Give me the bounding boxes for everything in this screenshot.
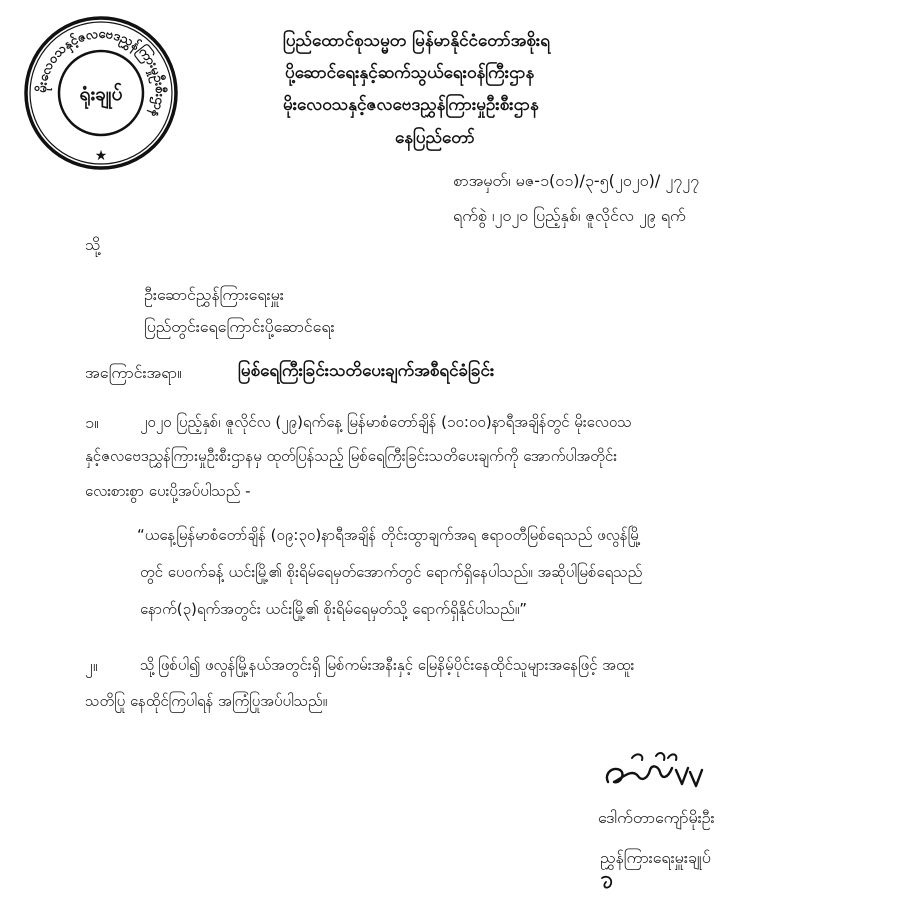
paragraph-2-line-1: သို့ဖြစ်ပါ၍ ဖလွန်မြို့နယ်အတွင်းရှိ မြစ်ကမ်းအနီးနှင့် မြေနိမ့်ပိုင်းနေထိုင်သူများအနေဖြင့် အထူး <box>140 656 635 674</box>
recipient-to: သို့ <box>85 235 101 254</box>
quote-line-3: နောက်(၃)ရက်အတွင်း ယင်းမြို့၏ စိုးရိမ်ရေမှတ်သို့ ရောက်ရှိနိုင်ပါသည်။” <box>140 600 528 618</box>
recipient-title: ဦးဆောင်ညွှန်ကြားရေးမှူး <box>144 285 284 304</box>
header-city: နေပြည်တော် <box>395 128 475 148</box>
seal-star-icon: ★ <box>94 148 108 164</box>
paragraph-1-line-3: လေးစားစွာ ပေးပို့အပ်ပါသည် - <box>85 482 251 500</box>
subject-label: အကြောင်းအရာ။ <box>85 363 182 382</box>
header-government: ပြည်ထောင်စုသမ္မတ မြန်မာနိုင်ငံတော်အစိုးရ <box>283 31 550 51</box>
subject-text: မြစ်ရေကြီးခြင်းသတိပေးချက်အစီရင်ခံခြင်း <box>238 361 495 381</box>
paragraph-2-number: ၂။ <box>85 656 98 675</box>
handwritten-signature <box>602 748 712 794</box>
paragraph-1-number: ၁။ <box>85 413 99 432</box>
signature-mark-icon <box>598 872 618 892</box>
seal-ring-text: မိုးလေဝသနှင့်ဇလဗေဒညွှန်ကြားမှုဦးစီးဌာန <box>34 26 168 120</box>
quote-line-1: “ယနေ့မြန်မာစံတော်ချိန် (၀၉:၃၀)နာရီအချိန် တိုင်းထွာချက်အရ ဧရာဝတီမြစ်ရေသည် ဖလွန်မြို့ <box>137 526 641 544</box>
seal-center-text: ရုံးချုပ် <box>79 83 123 105</box>
paragraph-1-line-1: ၂၀၂၀ ပြည့်နှစ်၊ ဇူလိုင်လ (၂၉)ရက်နေ့ မြန်မာစံတော်ချိန် (၁၀:၀၀)နာရီအချိန်တွင် မိုးလေဝသ <box>140 413 632 431</box>
header-department: မိုးလေဝသနှင့်ဇလဗေဒညွှန်ကြားမှုဦးစီးဌာန <box>283 95 539 115</box>
letter-number: စာအမှတ်၊ မဇ-၁(၀၁)/၃-၅(၂၀၂၀)/ ၂၇၂၇ <box>453 171 700 190</box>
seal-graphic <box>22 14 180 172</box>
quote-line-2: တွင် ပေဝက်ခန့် ယင်းမြို့၏ စိုးရိမ်ရေမှတ်အောက်တွင် ရောက်ရှိနေပါသည်။ အဆိုပါမြစ်ရေသည် <box>140 563 643 581</box>
paragraph-1-line-2: နှင့်ဇလဗေဒညွှန်ကြားမှုဦးစီးဌာနမှ ထုတ်ပြန်သည့် မြစ်ရေကြီးခြင်းသတိပေးချက်ကို အောက်ပါအတိုင်း <box>85 447 618 465</box>
official-seal <box>22 14 180 172</box>
letter-date: ရက်စွဲ ၊၂၀၂၀ ပြည့်နှစ်၊ ဇူလိုင်လ ၂၉ ရက် <box>453 206 686 225</box>
signatory-name: ဒေါက်တာကျော်မိုးဦး <box>598 808 715 827</box>
recipient-department: ပြည်တွင်းရေကြောင်းပို့ဆောင်ရေး <box>144 317 335 336</box>
header-ministry: ပို့ဆောင်ရေးနှင့်ဆက်သွယ်ရေးဝန်ကြီးဌာန <box>285 63 535 83</box>
signatory-title: ညွှန်ကြားရေးမှူးချုပ် <box>600 848 711 867</box>
paragraph-2-line-2: သတိပြု နေထိုင်ကြပါရန် အကြံပြုအပ်ပါသည်။ <box>85 692 328 710</box>
